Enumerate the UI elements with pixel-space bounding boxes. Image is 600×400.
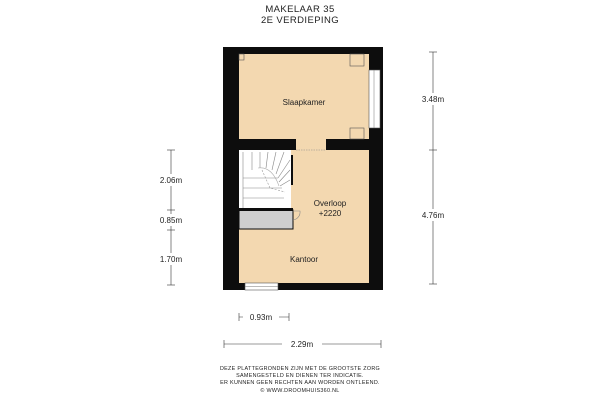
bedroom-door-opening <box>296 139 326 150</box>
disclaimer-line: ER KUNNEN GEEN RECHTEN AAN WORDEN ONTLEEND. <box>220 380 380 387</box>
room-label-overloop: Overloop <box>313 199 347 208</box>
stairwell-wall <box>291 155 293 185</box>
dimension-left-middle: 0.85m <box>159 216 183 225</box>
dimension-bottom-total-label: 2.29m <box>290 340 314 349</box>
disclaimer-line: © WWW.DROOMHUIS360.NL <box>260 387 340 394</box>
dimension-right-top: 3.48m <box>421 95 445 104</box>
dimension-right <box>429 52 437 284</box>
dimension-left-bottom: 1.70m <box>159 255 183 264</box>
room-label-overloop-level: +2220 <box>318 209 342 218</box>
dimension-left-top: 2.06m <box>159 176 183 185</box>
disclaimer-line: DEZE PLATTEGRONDEN ZIJN MET DE GROOTSTE ZORG <box>219 366 381 372</box>
disclaimer <box>150 366 450 395</box>
room-label-kantoor: Kantoor <box>289 255 319 264</box>
plan-title: MAKELAAR 35 <box>265 4 335 15</box>
room-label-slaapkamer: Slaapkamer <box>282 98 326 107</box>
floor-subtitle: 2E VERDIEPING <box>260 15 340 26</box>
window-right <box>369 70 380 128</box>
landing-wall <box>236 208 293 211</box>
dimension-bottom-small-label: 0.93m <box>249 313 273 322</box>
slaapkamer-floor <box>239 54 369 139</box>
dimension-right-bottom: 4.76m <box>421 211 445 220</box>
landing-block <box>239 210 293 229</box>
stair-area <box>239 150 291 210</box>
disclaimer-line: SAMENGESTELD EN DIENEN TER INDICATIE. <box>236 373 364 380</box>
